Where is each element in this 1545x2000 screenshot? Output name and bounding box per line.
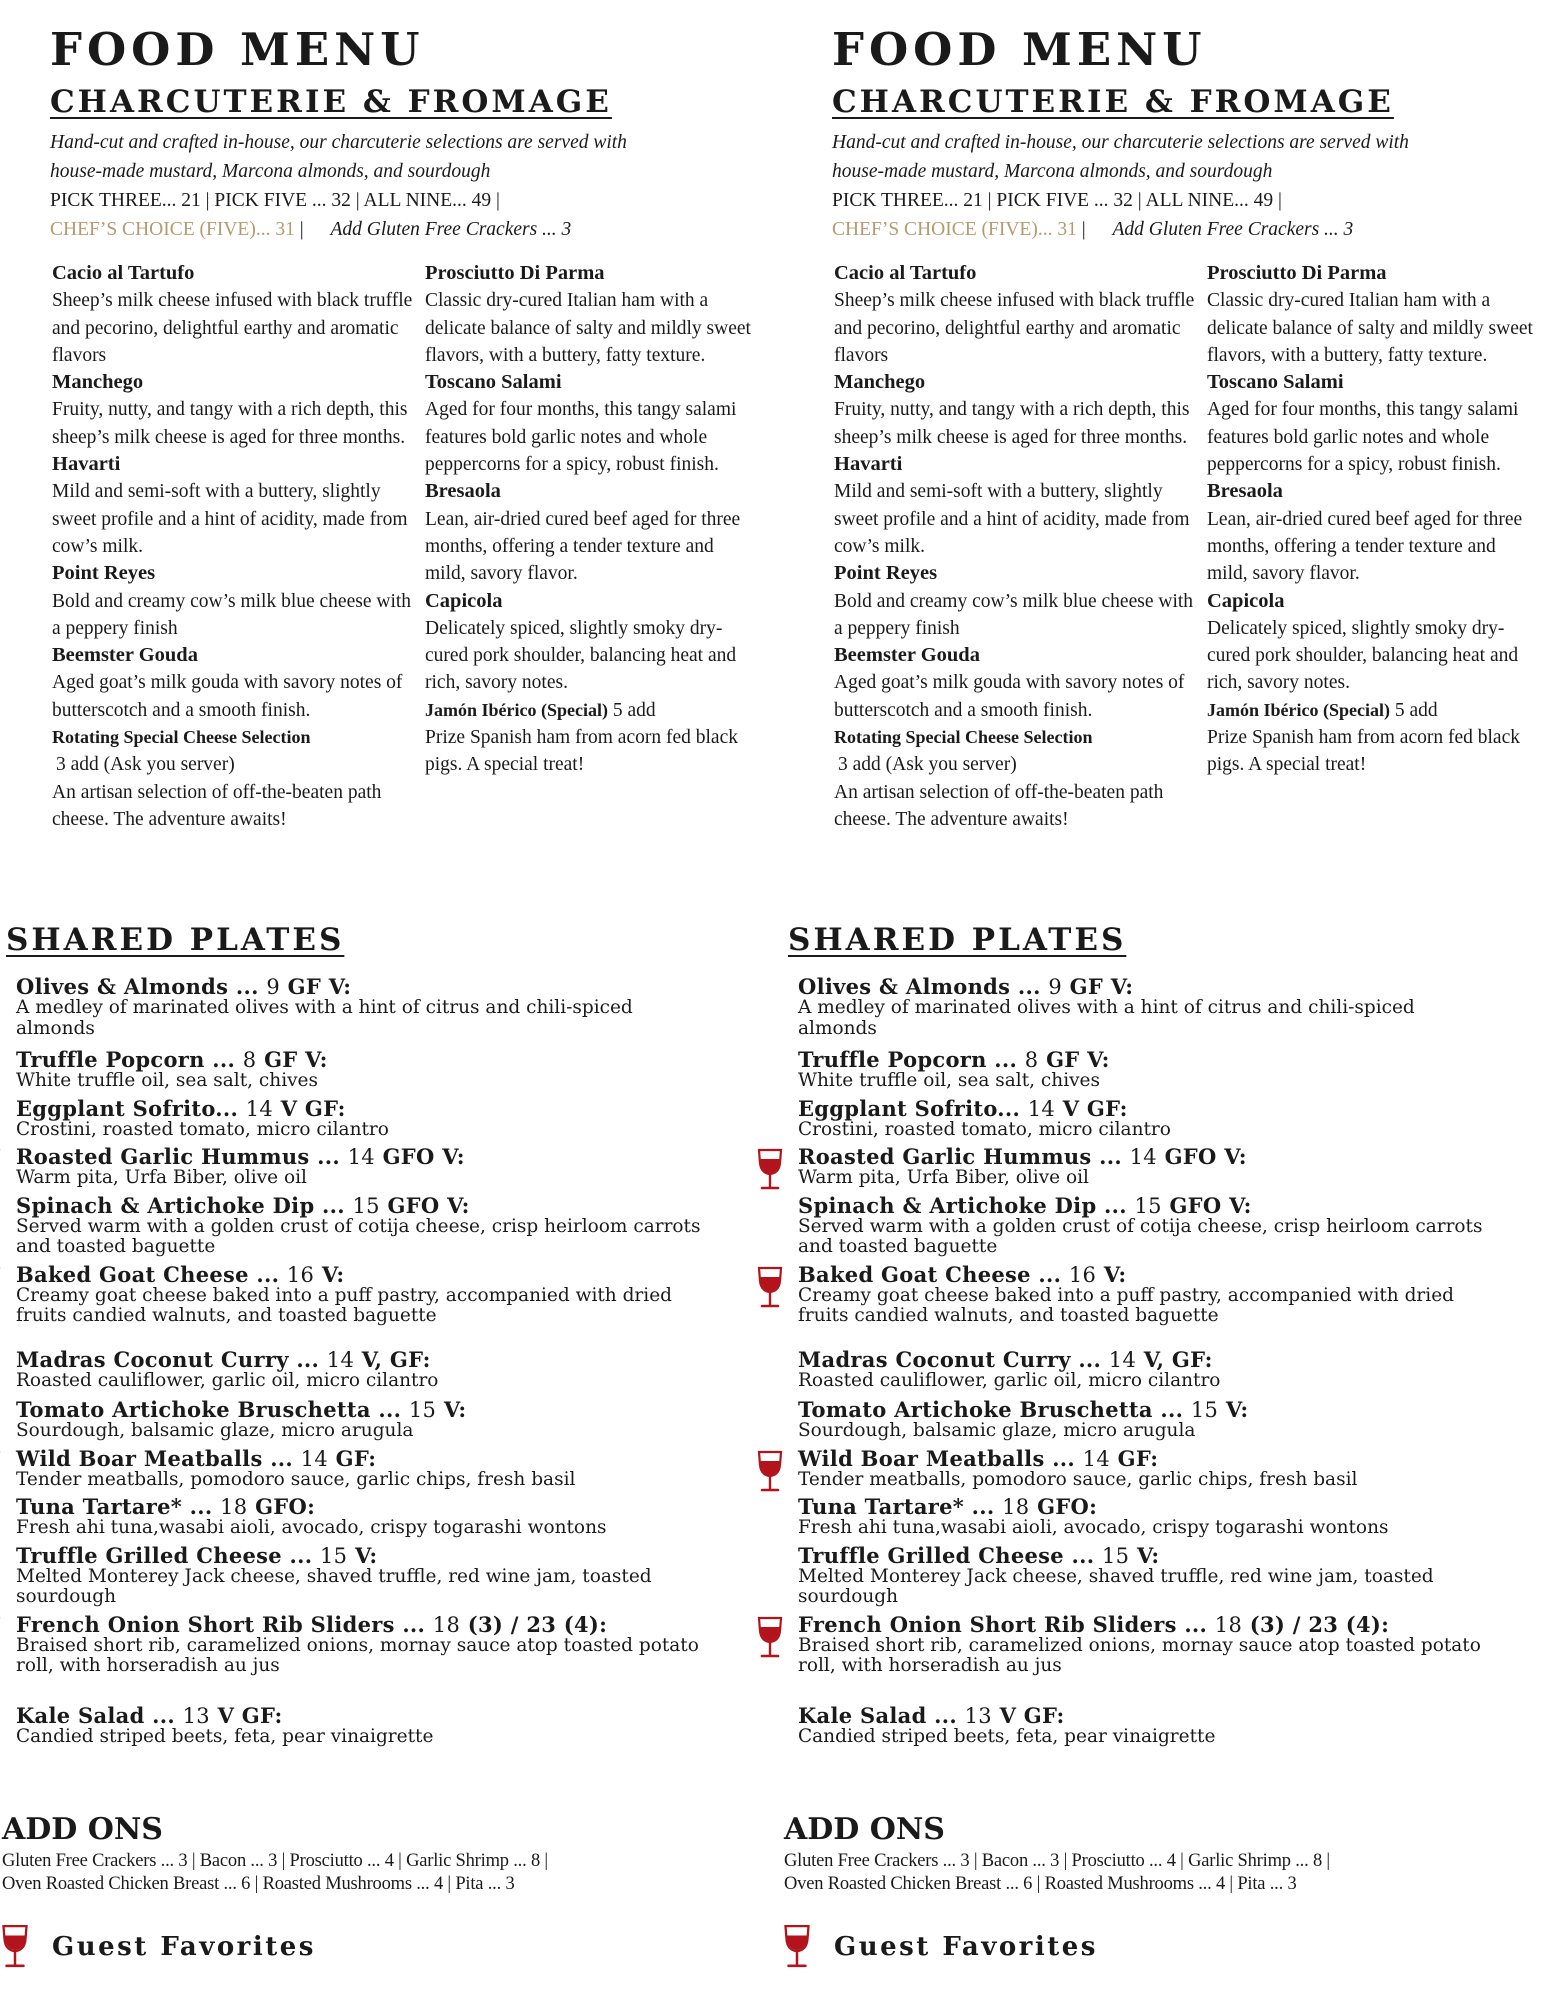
meat-item <box>1207 588 1537 697</box>
meat-column <box>1207 260 1537 779</box>
cheese-item <box>52 451 417 560</box>
plate-tags: V, GF: <box>1143 1346 1213 1372</box>
plate-name: Spinach & Artichoke Dip ... <box>16 1192 345 1218</box>
plate-price: 14 <box>326 1347 355 1372</box>
plate-desc: A medley of marinated olives with a hint of citrus and chili-spiced almonds <box>798 997 1415 1039</box>
plate-tags: GFO V: <box>1169 1192 1252 1218</box>
plate-tags: GFO: <box>1037 1494 1098 1519</box>
separator: | <box>1081 219 1086 240</box>
plate-name-line <box>798 976 1488 998</box>
plate-tags: V, GF: <box>361 1346 431 1372</box>
jamon-name: Jamón Ibérico (Special) <box>1207 699 1390 720</box>
guest-favorites-label: Guest Favorites <box>834 1932 1098 1962</box>
cheese-desc: Sheep’s milk cheese infused with black truffle and pecorino, delightful earthy and aromatic flavors <box>52 290 413 366</box>
shared-plates <box>788 914 1488 1747</box>
meat-desc: Lean, air-dried cured beef aged for three months, offering a tender texture and mild, savory flavor. <box>1207 508 1523 585</box>
plate-name: Wild Boar Meatballs ... <box>798 1445 1076 1471</box>
wine-glass-icon <box>0 1616 2 1660</box>
separator: | <box>299 219 304 240</box>
guest-favorites-legend <box>0 1924 400 1974</box>
add-ons-line-2: Oven Roasted Chicken Breast ... 6 | Roasted Mushrooms ... 4 | Pita ... 3 <box>2 1874 515 1894</box>
wine-glass-icon <box>0 1148 2 1192</box>
cheese-desc: Aged goat’s milk gouda with savory notes of butterscotch and a smooth finish. <box>834 672 1185 721</box>
plate-name: Eggplant Sofrito... <box>798 1095 1021 1121</box>
special-cheese-price: 3 add (Ask you server) <box>56 754 235 776</box>
cheese-item <box>834 369 1199 451</box>
plate-name: Kale Salad ... <box>16 1702 175 1728</box>
cheese-item <box>834 451 1199 560</box>
shared-plate-item <box>16 1049 706 1092</box>
plate-price: 15 <box>352 1193 380 1218</box>
charcuterie-intro-1: Hand-cut and crafted in-house, our charcuterie selections are served with <box>832 132 1409 153</box>
plate-name: Madras Coconut Curry ... <box>16 1346 320 1372</box>
plate-name-line <box>798 1542 1488 1568</box>
plate-name-line <box>798 1702 1488 1728</box>
cheese-name: Beemster Gouda <box>834 644 980 667</box>
plate-name-line <box>798 1049 1488 1071</box>
plate-name: Kale Salad ... <box>798 1702 957 1728</box>
cheese-desc: Fruity, nutty, and tangy with a rich depth, this sheep’s milk cheese is aged for three months. <box>52 399 408 448</box>
special-cheese <box>52 724 417 833</box>
plate-name-line <box>16 1702 706 1728</box>
plate-price: 14 <box>245 1096 274 1121</box>
shared-plate-item <box>798 1146 1488 1189</box>
plate-desc: Roasted cauliflower, garlic oil, micro cilantro <box>798 1369 1221 1391</box>
plate-tags: GF V: <box>287 974 352 999</box>
charcuterie-intro-2: house-made mustard, Marcona almonds, and sourdough <box>50 161 491 182</box>
plate-tags: GF V: <box>1069 974 1134 999</box>
plate-price: 14 <box>347 1145 375 1169</box>
meat-desc: Lean, air-dried cured beef aged for three months, offering a tender texture and mild, savory flavor. <box>425 508 741 585</box>
cheese-name: Point Reyes <box>834 562 938 585</box>
jamon-item <box>1207 697 1537 779</box>
meat-name: Prosciutto Di Parma <box>425 262 605 284</box>
shared-plate-item <box>16 1702 706 1748</box>
shared-plate-item <box>798 1049 1488 1092</box>
shared-plate-item <box>16 1146 706 1189</box>
meat-name: Toscano Salami <box>425 371 562 394</box>
plate-tags: V GF: <box>217 1702 283 1728</box>
plate-name-line <box>16 1611 706 1637</box>
shared-plate-item <box>798 1192 1488 1258</box>
shared-plate-item <box>16 1261 706 1327</box>
plate-name: Truffle Popcorn ... <box>798 1047 1018 1072</box>
cheese-item <box>52 369 417 451</box>
plate-name-line <box>798 1399 1488 1421</box>
plate-desc: Sourdough, balsamic glaze, micro arugula <box>798 1420 1196 1441</box>
meat-desc: Aged for four months, this tangy salami features bold garlic notes and whole peppercorns for a spicy, robust finish. <box>1207 399 1519 476</box>
wine-glass-icon <box>756 1450 784 1494</box>
cheese-desc: Sheep’s milk cheese infused with black truffle and pecorino, delightful earthy and aromatic flavors <box>834 290 1195 366</box>
plate-name: Wild Boar Meatballs ... <box>16 1445 294 1471</box>
plate-desc: Served warm with a golden crust of cotija cheese, crisp heirloom carrots and toasted baguette <box>798 1215 1483 1257</box>
plate-name: Baked Goat Cheese ... <box>798 1261 1062 1287</box>
cheese-desc: Bold and creamy cow’s milk blue cheese with a peppery finish <box>52 590 412 639</box>
cheese-name: Havarti <box>52 453 121 476</box>
plate-tags: V: <box>1136 1542 1160 1568</box>
cheese-item <box>834 560 1199 642</box>
cheese-name: Manchego <box>834 371 926 394</box>
cheese-item <box>52 642 417 724</box>
plate-tags: V: <box>443 1397 467 1422</box>
shared-plate-item <box>16 1192 706 1258</box>
special-cheese-name: Rotating Special Cheese Selection <box>834 727 1093 748</box>
jamon-price: 5 add <box>612 699 656 721</box>
plate-tags: V GF: <box>999 1702 1065 1728</box>
meat-name: Bresaola <box>425 480 501 503</box>
guest-favorites-label: Guest Favorites <box>52 1932 316 1962</box>
plate-price: 18 <box>220 1495 248 1519</box>
plate-desc: Braised short rib, caramelized onions, mornay sauce atop toasted potato roll, with horseradish au jus <box>798 1634 1481 1676</box>
cheese-item <box>52 260 417 369</box>
plate-name: Eggplant Sofrito... <box>16 1095 239 1121</box>
plate-tags: GFO V: <box>382 1144 465 1169</box>
page-title: FOOD MENU <box>832 23 1207 76</box>
meat-item <box>425 588 755 697</box>
meat-name: Prosciutto Di Parma <box>1207 262 1387 284</box>
plate-desc: Melted Monterey Jack cheese, shaved truffle, red wine jam, toasted sourdough <box>798 1565 1434 1607</box>
plate-desc: Fresh ahi tuna,wasabi aioli, avocado, crispy togarashi wontons <box>16 1517 607 1538</box>
plate-name-line <box>16 1049 706 1071</box>
meat-desc: Aged for four months, this tangy salami features bold garlic notes and whole peppercorns for a spicy, robust finish. <box>425 399 737 476</box>
plate-price: 8 <box>242 1048 257 1072</box>
meat-item <box>1207 260 1537 369</box>
cheese-desc: Bold and creamy cow’s milk blue cheese with a peppery finish <box>834 590 1194 639</box>
plate-price: 9 <box>1048 975 1063 999</box>
shared-plate-item <box>16 1095 706 1141</box>
gluten-free-crackers: Add Gluten Free Crackers ... 3 <box>1112 219 1354 240</box>
page-title: FOOD MENU <box>50 23 425 76</box>
menu-content <box>832 24 1532 910</box>
chef-choice: CHEF’S CHOICE (FIVE)... 31 <box>832 219 1077 240</box>
add-ons-heading: ADD ONS <box>784 1812 945 1847</box>
meat-desc: Classic dry-cured Italian ham with a delicate balance of salty and mildly sweet flavors, with a buttery, fatty texture. <box>1207 290 1533 366</box>
shared-plate-item <box>798 976 1488 1039</box>
plate-desc: Fresh ahi tuna,wasabi aioli, avocado, crispy togarashi wontons <box>798 1517 1389 1538</box>
plate-tags: GFO V: <box>387 1192 470 1218</box>
plate-price: 15 <box>1190 1398 1219 1422</box>
shared-plate-item <box>16 1399 706 1442</box>
shared-plate-item <box>16 976 706 1039</box>
cheese-list <box>834 260 1199 724</box>
plate-name: Olives & Almonds ... <box>16 974 259 999</box>
plate-desc: Crostini, roasted tomato, micro cilantro <box>16 1118 389 1140</box>
meat-item <box>1207 369 1537 478</box>
add-ons-line-2: Oven Roasted Chicken Breast ... 6 | Roasted Mushrooms ... 4 | Pita ... 3 <box>784 1874 1297 1894</box>
plates-list <box>6 976 706 1747</box>
plate-price: 14 <box>1082 1446 1110 1471</box>
plate-name-line <box>798 1146 1488 1168</box>
meat-desc: Delicately spiced, slightly smoky dry-cured pork shoulder, balancing heat and rich, savory notes. <box>425 617 737 694</box>
shared-plate-item <box>16 1611 706 1677</box>
plate-tags: GF V: <box>1046 1047 1110 1072</box>
add-ons <box>2 1810 722 1896</box>
plate-tags: V: <box>321 1261 345 1287</box>
plate-price: 13 <box>964 1703 992 1728</box>
plate-name: Truffle Grilled Cheese ... <box>798 1542 1095 1568</box>
shared-plates-heading: SHARED PLATES <box>788 922 1127 958</box>
menu-content <box>50 24 750 910</box>
add-ons-line-1: Gluten Free Crackers ... 3 | Bacon ... 3 | Prosciutto ... 4 | Garlic Shrimp ... 8 | <box>784 1851 1330 1871</box>
meat-name: Toscano Salami <box>1207 371 1344 394</box>
plate-name-line <box>16 1346 706 1372</box>
plate-desc: Tender meatballs, pomodoro sauce, garlic chips, fresh basil <box>16 1468 576 1490</box>
shared-plate-item <box>798 1399 1488 1442</box>
plate-tags: GF V: <box>264 1047 328 1072</box>
add-ons-heading: ADD ONS <box>2 1812 163 1847</box>
plate-name-line <box>16 1445 706 1471</box>
plate-desc: Crostini, roasted tomato, micro cilantro <box>798 1118 1171 1140</box>
plate-desc: A medley of marinated olives with a hint of citrus and chili-spiced almonds <box>16 997 633 1039</box>
plate-desc: White truffle oil, sea salt, chives <box>798 1070 1100 1091</box>
meat-item <box>1207 478 1537 587</box>
plate-desc: Served warm with a golden crust of cotija cheese, crisp heirloom carrots and toasted baguette <box>16 1215 701 1257</box>
plate-name-line <box>16 1261 706 1287</box>
plate-tags: V: <box>354 1542 378 1568</box>
cheese-item <box>834 642 1199 724</box>
menu-panel-left <box>0 0 760 2000</box>
shared-plate-item <box>16 1542 706 1608</box>
plate-desc: Creamy goat cheese baked into a puff pastry, accompanied with dried fruits candied walnuts, and toasted baguette <box>16 1284 672 1326</box>
cheese-name: Manchego <box>52 371 144 394</box>
plate-price: 14 <box>300 1446 328 1471</box>
cheese-item <box>52 560 417 642</box>
plate-tags: GFO: <box>255 1494 316 1519</box>
shared-plate-item <box>16 1346 706 1392</box>
plate-desc: Candied striped beets, feta, pear vinaigrette <box>798 1725 1216 1747</box>
meat-desc: Classic dry-cured Italian ham with a delicate balance of salty and mildly sweet flavors, with a buttery, fatty texture. <box>425 290 751 366</box>
plate-name: Baked Goat Cheese ... <box>16 1261 280 1287</box>
plate-tags: V: <box>1225 1397 1249 1422</box>
charcuterie-intro-2: house-made mustard, Marcona almonds, and sourdough <box>832 161 1273 182</box>
charcuterie-heading: CHARCUTERIE & FROMAGE <box>832 84 1394 120</box>
meat-list <box>425 260 755 697</box>
plate-price: 18 <box>1214 1612 1243 1637</box>
plate-name: Roasted Garlic Hummus ... <box>798 1144 1122 1169</box>
plate-price: 16 <box>286 1262 315 1287</box>
plate-price: 8 <box>1024 1048 1039 1072</box>
cheese-name: Cacio al Tartufo <box>52 262 195 284</box>
plate-name-line <box>16 1399 706 1421</box>
special-cheese-name: Rotating Special Cheese Selection <box>52 727 311 748</box>
plate-name-line <box>798 1346 1488 1372</box>
plate-desc: Roasted cauliflower, garlic oil, micro cilantro <box>16 1369 439 1391</box>
meat-item <box>425 478 755 587</box>
plate-name-line <box>798 1445 1488 1471</box>
plate-desc: Tender meatballs, pomodoro sauce, garlic chips, fresh basil <box>798 1468 1358 1490</box>
plate-desc: Candied striped beets, feta, pear vinaigrette <box>16 1725 434 1747</box>
cheese-item <box>834 260 1199 369</box>
plate-name-line <box>16 1192 706 1218</box>
plate-name: Tomato Artichoke Bruschetta ... <box>798 1397 1184 1422</box>
plate-tags: (3) / 23 (4): <box>1249 1611 1390 1637</box>
chef-choice: CHEF’S CHOICE (FIVE)... 31 <box>50 219 295 240</box>
plate-name: French Onion Short Rib Sliders ... <box>798 1611 1208 1637</box>
plate-price: 15 <box>1102 1543 1130 1568</box>
special-cheese-desc: An artisan selection of off-the-beaten path cheese. The adventure awaits! <box>52 781 382 830</box>
chef-choice-line <box>832 215 1532 244</box>
shared-plate-item <box>798 1095 1488 1141</box>
plate-name-line <box>16 976 706 998</box>
shared-plate-item <box>798 1496 1488 1539</box>
plate-name: Truffle Grilled Cheese ... <box>16 1542 313 1568</box>
pricing-line: PICK THREE... 21 | PICK FIVE ... 32 | ALL NINE... 49 | <box>832 190 1282 211</box>
cheese-desc: Fruity, nutty, and tangy with a rich depth, this sheep’s milk cheese is aged for three months. <box>834 399 1190 448</box>
plate-price: 15 <box>320 1543 348 1568</box>
shared-plate-item <box>798 1611 1488 1677</box>
pricing-line: PICK THREE... 21 | PICK FIVE ... 32 | ALL NINE... 49 | <box>50 190 500 211</box>
plate-name: Truffle Popcorn ... <box>16 1047 236 1072</box>
plate-name-line <box>16 1542 706 1568</box>
plate-desc: Sourdough, balsamic glaze, micro arugula <box>16 1420 414 1441</box>
plate-name-line <box>798 1496 1488 1518</box>
wine-glass-icon <box>756 1148 784 1192</box>
cheese-name: Point Reyes <box>52 562 156 585</box>
gluten-free-crackers: Add Gluten Free Crackers ... 3 <box>330 219 572 240</box>
wine-glass-icon <box>0 1450 2 1494</box>
plate-name: Tuna Tartare* ... <box>16 1494 213 1519</box>
plate-tags: (3) / 23 (4): <box>467 1611 608 1637</box>
plate-price: 18 <box>1002 1495 1030 1519</box>
plate-name: Tomato Artichoke Bruschetta ... <box>16 1397 402 1422</box>
cheese-desc: Mild and semi-soft with a buttery, slightly sweet profile and a hint of acidity, made from cow’s milk. <box>52 481 408 557</box>
plate-name: Tuna Tartare* ... <box>798 1494 995 1519</box>
plates-list <box>788 976 1488 1747</box>
shared-plate-item <box>798 1261 1488 1327</box>
plate-desc: Warm pita, Urfa Biber, olive oil <box>798 1167 1089 1188</box>
plate-tags: GFO V: <box>1164 1144 1247 1169</box>
shared-plate-item <box>798 1542 1488 1608</box>
plate-tags: V: <box>1103 1261 1127 1287</box>
jamon-name: Jamón Ibérico (Special) <box>425 699 608 720</box>
plate-price: 14 <box>1108 1347 1137 1372</box>
charcuterie-columns <box>50 260 750 910</box>
plate-tags: GF: <box>1117 1445 1159 1471</box>
shared-plate-item <box>798 1702 1488 1748</box>
charcuterie-intro-1: Hand-cut and crafted in-house, our charcuterie selections are served with <box>50 132 627 153</box>
meat-list <box>1207 260 1537 697</box>
cheese-desc: Mild and semi-soft with a buttery, slightly sweet profile and a hint of acidity, made from cow’s milk. <box>834 481 1190 557</box>
wine-glass-icon <box>0 1266 2 1310</box>
jamon-item <box>425 697 755 779</box>
wine-glass-icon <box>782 1924 812 1970</box>
plate-name: Madras Coconut Curry ... <box>798 1346 1102 1372</box>
plate-name: Spinach & Artichoke Dip ... <box>798 1192 1127 1218</box>
plate-price: 18 <box>432 1612 461 1637</box>
cheese-name: Cacio al Tartufo <box>834 262 977 284</box>
meat-name: Capicola <box>1207 589 1285 612</box>
plate-name: French Onion Short Rib Sliders ... <box>16 1611 426 1637</box>
jamon-price: 5 add <box>1394 699 1438 721</box>
special-cheese-price: 3 add (Ask you server) <box>838 754 1017 776</box>
cheese-name: Beemster Gouda <box>52 644 198 667</box>
meat-item <box>425 260 755 369</box>
plate-name-line <box>798 1611 1488 1637</box>
plate-tags: V GF: <box>1062 1095 1128 1121</box>
plate-desc: Creamy goat cheese baked into a puff pastry, accompanied with dried fruits candied walnuts, and toasted baguette <box>798 1284 1454 1326</box>
guest-favorites-legend <box>782 1924 1182 1974</box>
shared-plate-item <box>798 1445 1488 1491</box>
shared-plate-item <box>16 1496 706 1539</box>
special-cheese-desc: An artisan selection of off-the-beaten path cheese. The adventure awaits! <box>834 781 1164 830</box>
plate-name-line <box>16 1146 706 1168</box>
add-ons-line-1: Gluten Free Crackers ... 3 | Bacon ... 3 | Prosciutto ... 4 | Garlic Shrimp ... 8 | <box>2 1851 548 1871</box>
plate-tags: GF: <box>335 1445 377 1471</box>
cheese-column <box>52 260 417 833</box>
wine-glass-icon <box>756 1266 784 1310</box>
plate-price: 16 <box>1068 1262 1097 1287</box>
plate-name: Olives & Almonds ... <box>798 974 1041 999</box>
meat-name: Capicola <box>425 589 503 612</box>
plate-desc: Braised short rib, caramelized onions, mornay sauce atop toasted potato roll, with horseradish au jus <box>16 1634 699 1676</box>
shared-plate-item <box>16 1445 706 1491</box>
meat-item <box>425 369 755 478</box>
plate-desc: Melted Monterey Jack cheese, shaved truffle, red wine jam, toasted sourdough <box>16 1565 652 1607</box>
shared-plates-heading: SHARED PLATES <box>6 922 345 958</box>
cheese-column <box>834 260 1199 833</box>
plate-price: 14 <box>1129 1145 1157 1169</box>
chef-choice-line <box>50 215 750 244</box>
plate-price: 15 <box>408 1398 437 1422</box>
plate-name-line <box>798 1192 1488 1218</box>
plate-desc: Warm pita, Urfa Biber, olive oil <box>16 1167 307 1188</box>
jamon-desc: Prize Spanish ham from acorn fed black pigs. A special treat! <box>1207 727 1520 776</box>
charcuterie-columns <box>832 260 1532 910</box>
shared-plates <box>6 914 706 1747</box>
shared-plate-item <box>798 1346 1488 1392</box>
wine-glass-icon <box>756 1616 784 1660</box>
plate-name-line <box>798 1261 1488 1287</box>
charcuterie-heading: CHARCUTERIE & FROMAGE <box>50 84 612 120</box>
cheese-list <box>52 260 417 724</box>
jamon-desc: Prize Spanish ham from acorn fed black pigs. A special treat! <box>425 727 738 776</box>
meat-column <box>425 260 755 779</box>
menu-panel-right <box>782 0 1542 2000</box>
add-ons <box>784 1810 1504 1896</box>
plate-desc: White truffle oil, sea salt, chives <box>16 1070 318 1091</box>
plate-name-line <box>798 1095 1488 1121</box>
cheese-name: Havarti <box>834 453 903 476</box>
meat-name: Bresaola <box>1207 480 1283 503</box>
wine-glass-icon <box>0 1924 30 1970</box>
plate-price: 13 <box>182 1703 210 1728</box>
plate-price: 14 <box>1027 1096 1056 1121</box>
plate-name-line <box>16 1095 706 1121</box>
plate-price: 15 <box>1134 1193 1162 1218</box>
cheese-desc: Aged goat’s milk gouda with savory notes of butterscotch and a smooth finish. <box>52 672 403 721</box>
plate-name-line <box>16 1496 706 1518</box>
special-cheese <box>834 724 1199 833</box>
plate-tags: V GF: <box>280 1095 346 1121</box>
meat-desc: Delicately spiced, slightly smoky dry-cured pork shoulder, balancing heat and rich, savory notes. <box>1207 617 1519 694</box>
plate-name: Roasted Garlic Hummus ... <box>16 1144 340 1169</box>
plate-price: 9 <box>266 975 281 999</box>
